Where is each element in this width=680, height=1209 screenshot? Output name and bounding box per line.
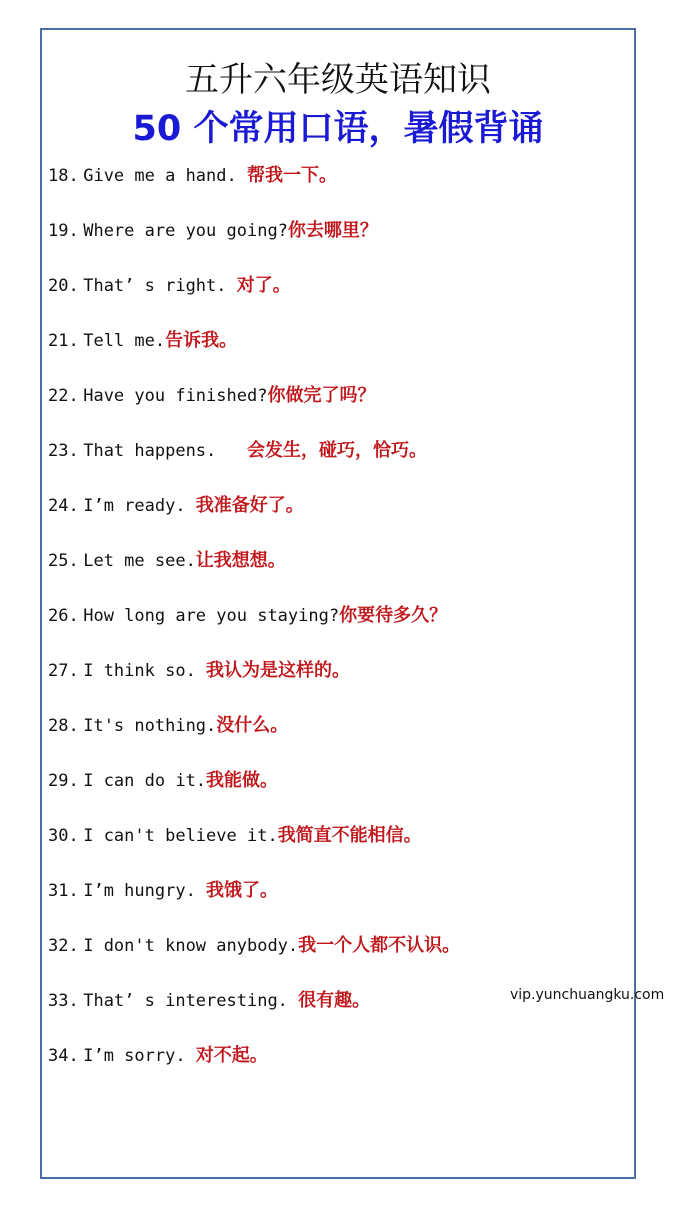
watermark-text: vip.yunchuangku.com xyxy=(510,987,665,1003)
phrase-number: 18. xyxy=(48,166,79,186)
phrase-english: Give me a hand. xyxy=(83,166,247,186)
phrase-number: 28. xyxy=(48,716,79,736)
phrase-number: 30. xyxy=(48,826,79,846)
phrase-english: I’m hungry. xyxy=(83,881,207,901)
phrase-number: 25. xyxy=(48,551,79,571)
phrase-number: 27. xyxy=(48,661,79,681)
phrase-english: Where are you going? xyxy=(83,221,288,241)
phrase-chinese: 我准备好了。 xyxy=(195,495,304,516)
phrase-chinese: 没什么。 xyxy=(216,715,289,736)
phrase-english: I can't believe it. xyxy=(83,826,278,846)
phrase-chinese: 会发生，碰巧，恰巧。 xyxy=(246,440,427,461)
phrase-english: Have you finished? xyxy=(83,386,268,406)
phrase-item xyxy=(48,215,460,270)
phrase-item xyxy=(48,325,460,380)
phrase-item xyxy=(48,875,460,930)
phrase-chinese: 告诉我。 xyxy=(165,330,238,351)
phrase-chinese: 我饿了。 xyxy=(206,880,279,901)
phrase-number: 32. xyxy=(48,936,79,956)
phrase-number: 19. xyxy=(48,221,79,241)
phrase-number: 26. xyxy=(48,606,79,626)
phrase-number: 24. xyxy=(48,496,79,516)
phrase-english: Let me see. xyxy=(83,551,196,571)
page-subtitle: 50 个常用口语，暑假背诵 xyxy=(132,109,544,149)
phrase-item xyxy=(48,930,460,985)
phrase-number: 33. xyxy=(48,991,79,1011)
phrase-item xyxy=(48,1040,460,1095)
phrase-english: I don't know anybody. xyxy=(83,936,299,956)
phrase-item xyxy=(48,270,460,325)
phrase-item xyxy=(48,490,460,545)
phrase-number: 21. xyxy=(48,331,79,351)
phrase-item xyxy=(48,435,460,490)
phrase-english: How long are you staying? xyxy=(83,606,340,626)
phrase-chinese: 你去哪里？ xyxy=(287,220,378,241)
phrase-chinese: 我能做。 xyxy=(206,770,279,791)
phrase-english: I can do it. xyxy=(83,771,207,791)
phrase-item xyxy=(48,710,460,765)
phrase-chinese: 你要待多久？ xyxy=(339,605,448,626)
phrase-chinese: 帮我一下。 xyxy=(246,165,337,186)
phrase-chinese: 我一个人都不认识。 xyxy=(298,935,461,956)
phrase-list xyxy=(48,160,460,1095)
phrase-chinese: 我简直不能相信。 xyxy=(277,825,422,846)
phrase-chinese: 我认为是这样的。 xyxy=(206,660,351,681)
phrase-number: 29. xyxy=(48,771,79,791)
phrase-item xyxy=(48,820,460,875)
phrase-number: 22. xyxy=(48,386,79,406)
phrase-number: 23. xyxy=(48,441,79,461)
phrase-chinese: 你做完了吗？ xyxy=(267,385,376,406)
phrase-item xyxy=(48,600,460,655)
phrase-item xyxy=(48,985,460,1040)
phrase-english: That happens. xyxy=(83,441,247,461)
phrase-chinese: 让我想想。 xyxy=(195,550,286,571)
phrase-chinese: 对了。 xyxy=(236,275,291,296)
phrase-chinese: 对不起。 xyxy=(195,1045,268,1066)
phrase-english: I’m ready. xyxy=(83,496,196,516)
phrase-english: It's nothing. xyxy=(83,716,217,736)
phrase-item xyxy=(48,160,460,215)
phrase-item xyxy=(48,545,460,600)
phrase-item xyxy=(48,765,460,820)
phrase-english: I think so. xyxy=(83,661,207,681)
phrase-item xyxy=(48,655,460,710)
phrase-english: Tell me. xyxy=(83,331,166,351)
phrase-english: I’m sorry. xyxy=(83,1046,196,1066)
phrase-number: 34. xyxy=(48,1046,79,1066)
phrase-item xyxy=(48,380,460,435)
phrase-number: 31. xyxy=(48,881,79,901)
page-title: 五升六年级英语知识 xyxy=(185,60,491,100)
phrase-english: That’ s interesting. xyxy=(83,991,299,1011)
phrase-number: 20. xyxy=(48,276,79,296)
phrase-chinese: 很有趣。 xyxy=(298,990,371,1011)
phrase-english: That’ s right. xyxy=(83,276,237,296)
